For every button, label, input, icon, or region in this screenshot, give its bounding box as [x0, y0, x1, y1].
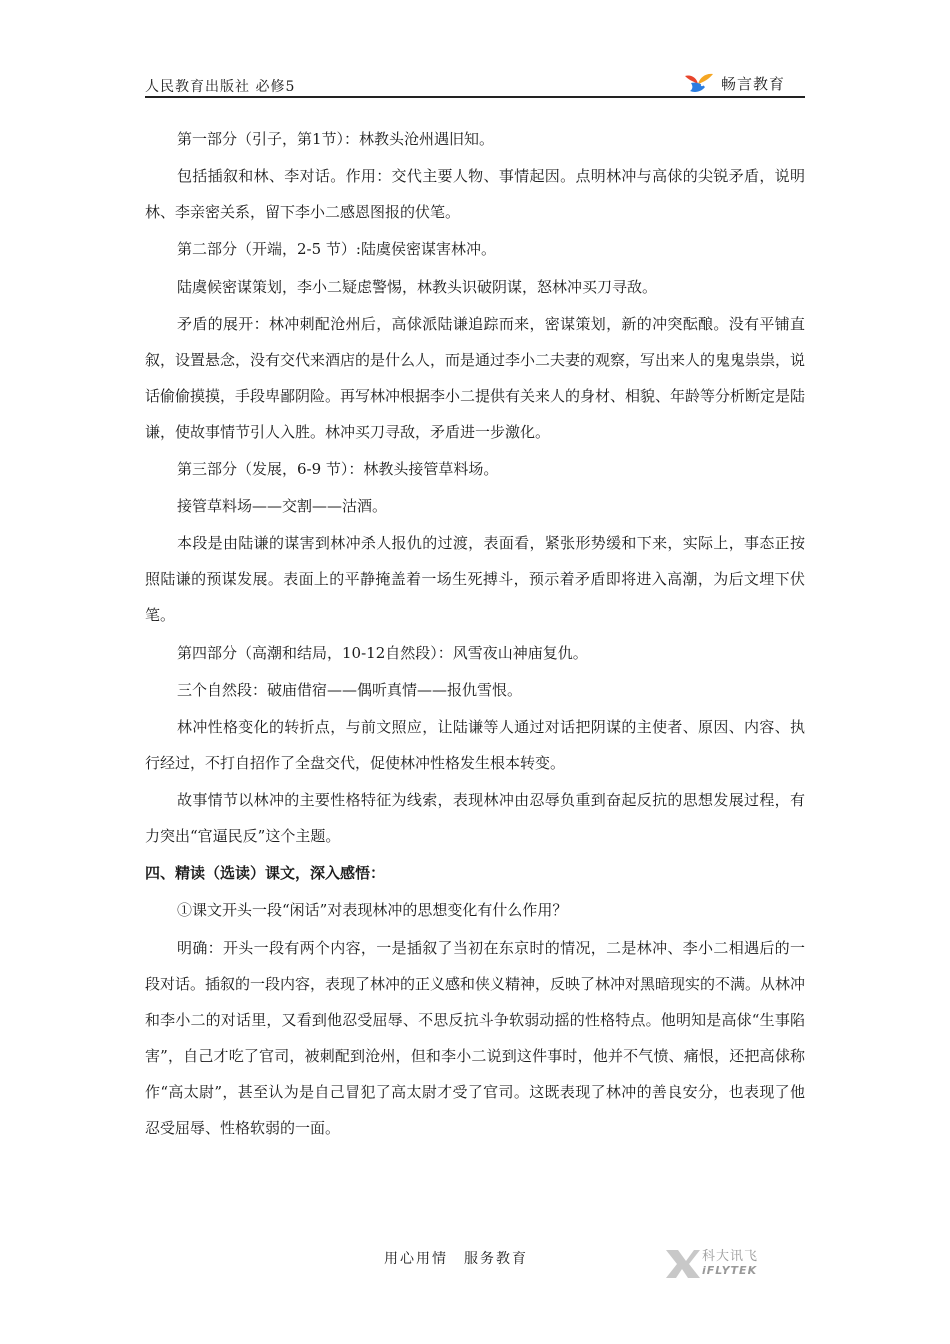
paragraph: ①课文开头一段“闲话”对表现林冲的思想变化有什么作用？ — [177, 901, 568, 920]
paragraph: 陆虞候密谋策划，李小二疑虑警惕，林教头识破阴谋，怒林冲买刀寻敌。 — [177, 277, 658, 296]
paragraph: 第三部分（发展，6-9 节）：林教头接管草料场。 — [177, 459, 499, 478]
page-header — [145, 66, 805, 98]
paragraph: 林冲性格变化的转折点，与前文照应，让陆谦等人通过对话把阴谋的主使者、原因、内容、执行经过，不打自招作了全盘交代，促使林冲性格发生根本转变。 — [145, 717, 805, 772]
footer-logo-en: iFLYTEK — [702, 1264, 758, 1277]
paragraph: 故事情节以林冲的主要性格特征为线索，表现林冲由忍辱负重到奋起反抗的思想发展过程，有力突出“官逼民反”这个主题。 — [145, 791, 805, 846]
paragraph: 第一部分（引子，第1节）：林教头沧州遇旧知。 — [177, 130, 495, 148]
brand-name: 畅言教育 — [720, 74, 785, 93]
paragraph: 第二部分（开端，2-5 节）:陆虞侯密谋害林冲。 — [177, 240, 496, 259]
paragraph: 本段是由陆谦的谋害到林冲杀人报仇的过渡，表面看，紧张形势缓和下来，实际上，事态正按照陆谦的预谋发展。表面上的平静掩盖着一场生死搏斗，预示着矛盾即将进入高潮，为后文埋下伏笔。 — [145, 534, 805, 625]
paragraph: 第四部分（高潮和结局，10-12自然段）：风雪夜山神庙复仇。 — [177, 643, 588, 662]
paragraph: 包括插叙和林、李对话。作用：交代主要人物、事情起因。点明林冲与高俅的尖锐矛盾，说明林、李亲密关系，留下李小二感恩图报的伏笔。 — [145, 167, 805, 222]
paragraph: 接管草料场——交割——沽酒。 — [177, 497, 388, 516]
publisher-label: 人民教育出版社 必修5 — [145, 79, 296, 95]
paragraph: 明确：开头一段有两个内容，一是插叙了当初在东京时的情况，二是林冲、李小二相遇后的一段对话。插叙的一段内容，表现了林冲的正义感和侠义精神，反映了林冲对黑暗现实的不满。从林冲和李小二的对话里，又看到他忍受屈辱、不思反抗斗争软弱动摇的性格特点。他明知是高俅“生事陷害”，自己才吃了官司，被刺配到沧州，但和李小二说到这件事时，他并不气愤、痛恨，还把高俅称作“高太尉”，甚至认为是自己冒犯了高太尉才受了官司。这既表现了林冲的善良安分，也表现了他忍受屈辱、性格软弱的一面。 — [145, 938, 806, 1137]
paragraph: 矛盾的展开：林冲刺配沧州后，高俅派陆谦追踪而来，密谋策划，新的冲突酝酿。没有平铺直叙，设置悬念，没有交代来酒店的是什么人，而是通过李小二夫妻的观察，写出来人的鬼鬼祟祟，说话偷偷摸摸，手段卑鄙阴险。再写林冲根据李小二提供有关来人的身材、相貌、年龄等分析断定是陆谦，使故事情节引人入胜。林冲买刀寻敌，矛盾进一步激化。 — [145, 314, 806, 441]
document-body — [145, 121, 805, 1147]
section-heading: 四、精读（选读）课文，深入感悟： — [145, 864, 386, 883]
header-divider — [145, 96, 805, 98]
bird-logo-icon — [681, 70, 715, 96]
footer-logo-cn: 科大讯飞 — [702, 1249, 759, 1264]
footer-slogan: 用心用情 服务教育 — [384, 1251, 528, 1267]
brand-block — [681, 70, 785, 96]
paragraph: 三个自然段：破庙借宿——偶听真情——报仇雪恨。 — [177, 680, 523, 699]
page-footer — [0, 1244, 950, 1284]
